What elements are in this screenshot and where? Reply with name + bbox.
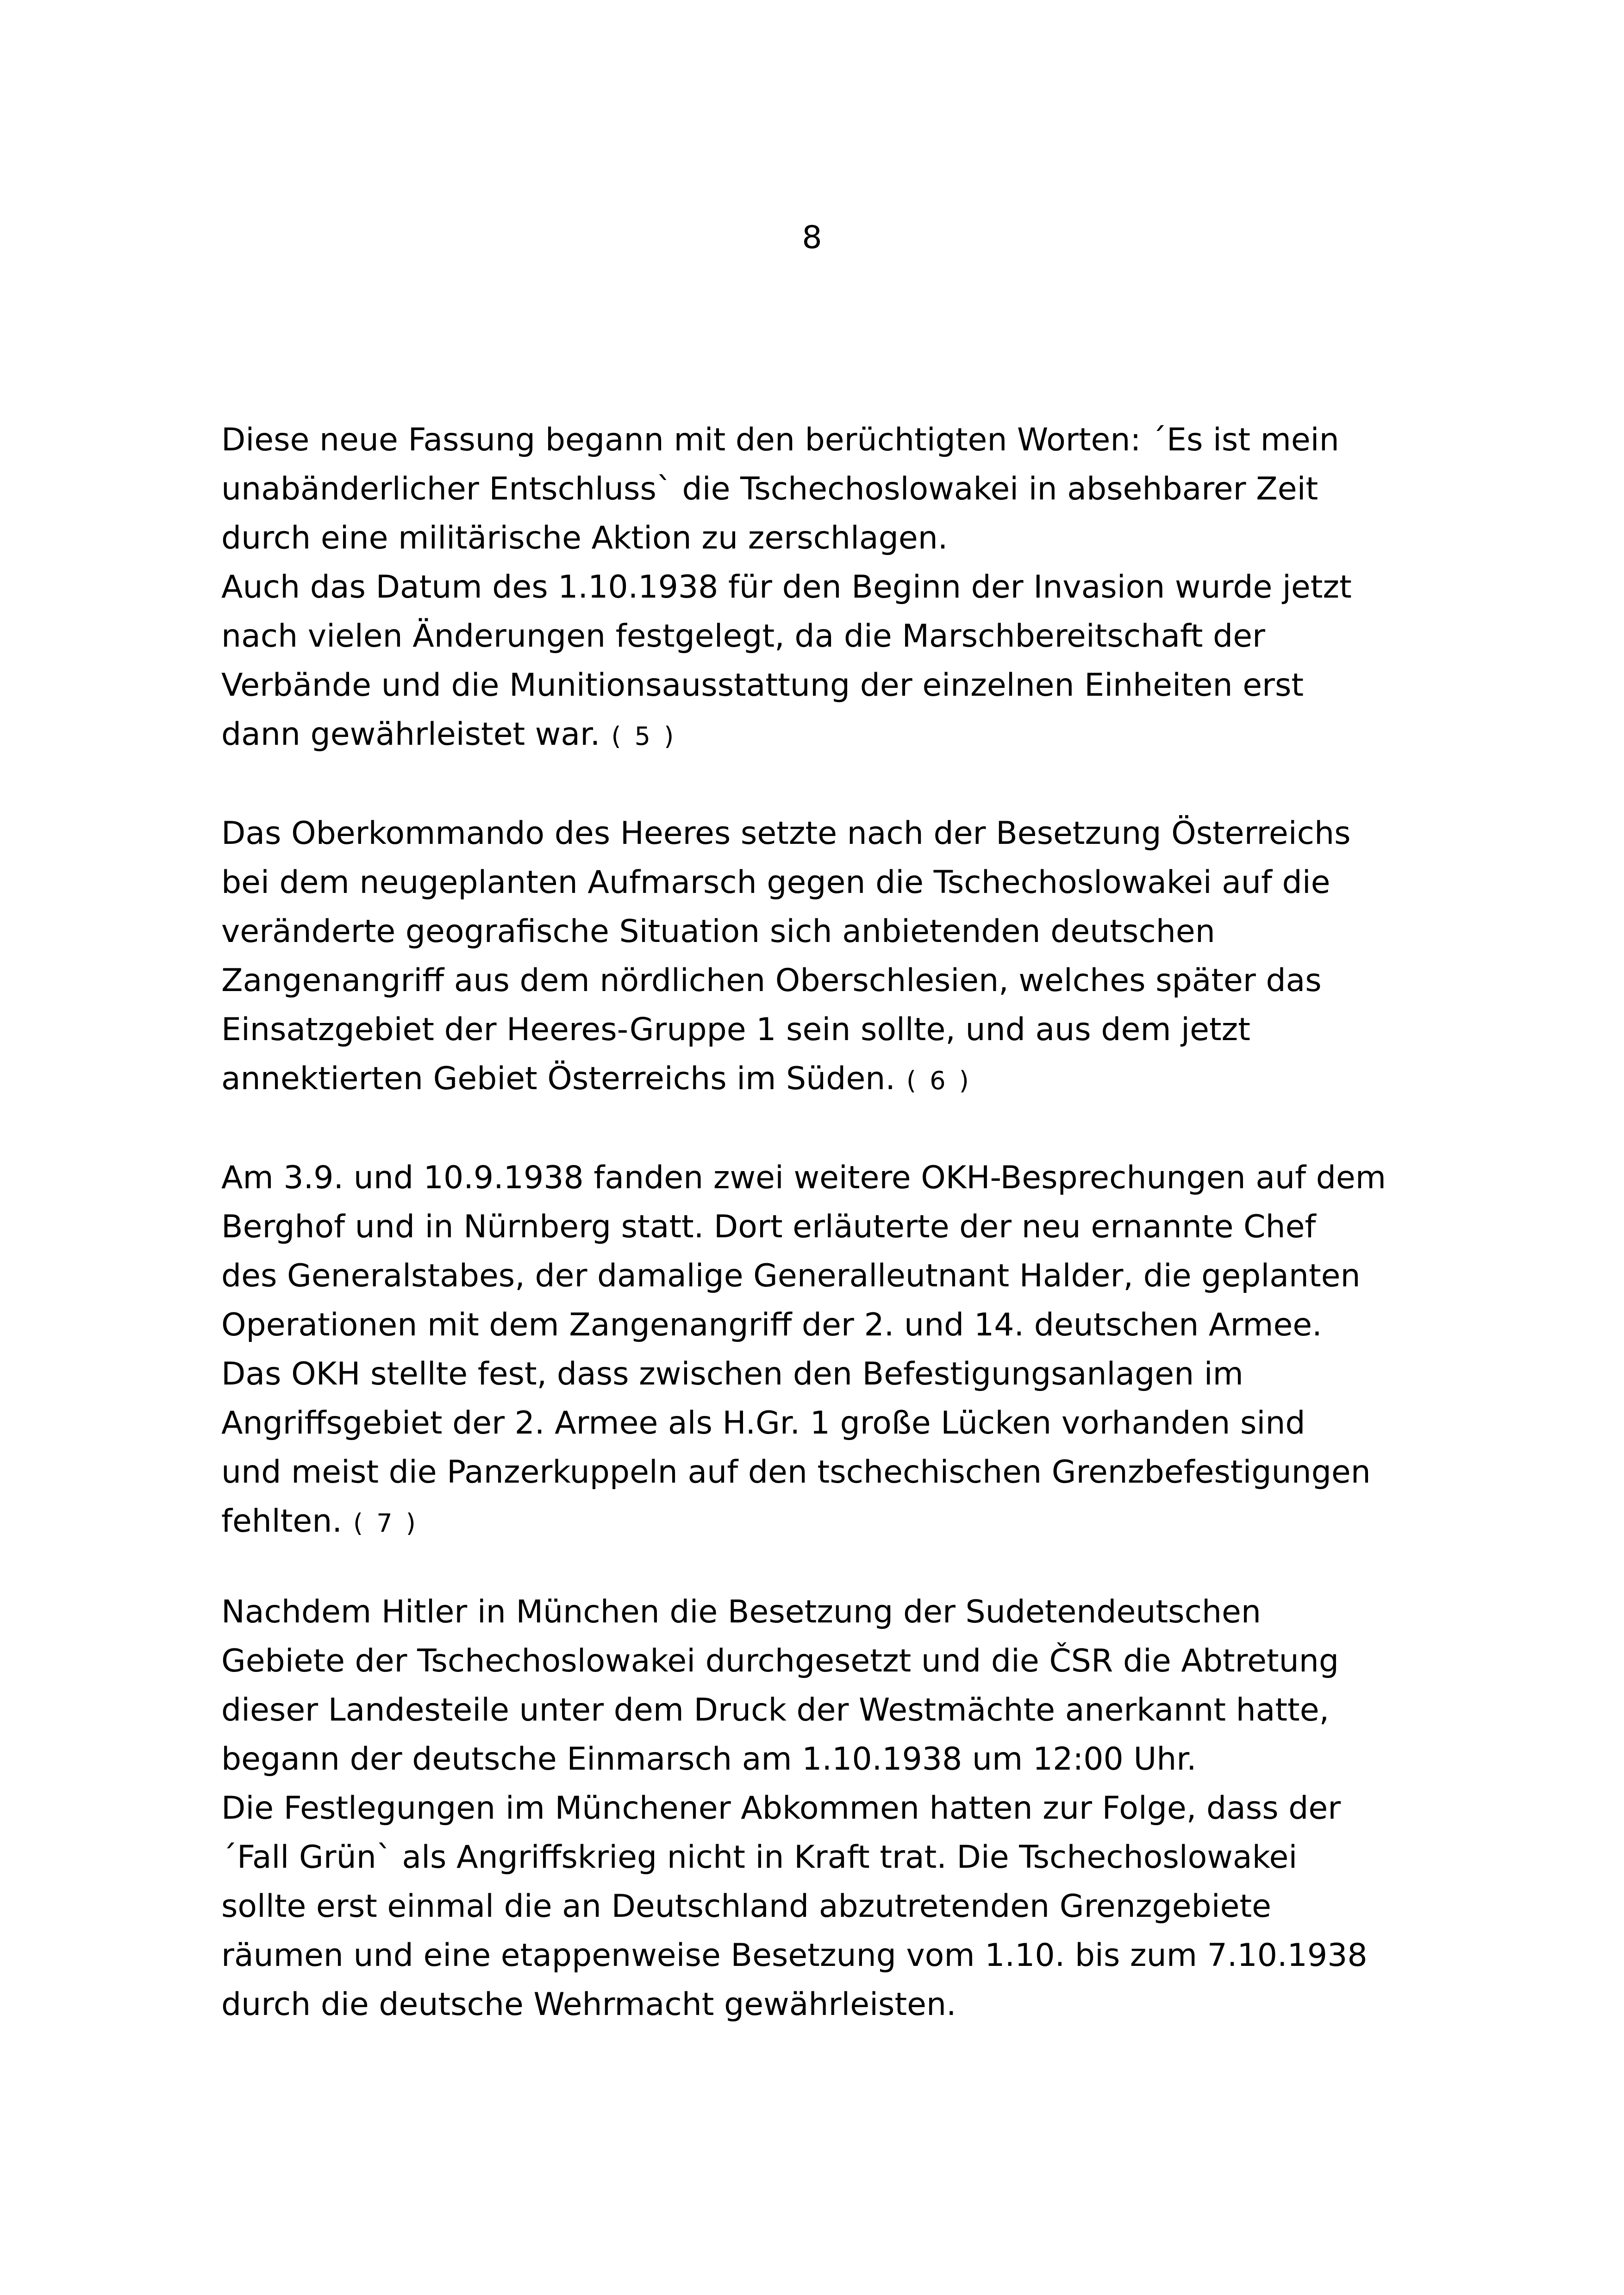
text-line: dann gewährleistet war. [221,716,600,753]
text-line: Das Oberkommando des Heeres setzte nach der Besetzung Österreichs [221,815,1351,852]
text-line: des Generalstabes, der damalige Generalleutnant Halder, die geplanten [221,1258,1361,1294]
text-line-with-ref [221,710,1443,759]
text-line-with-ref [221,1054,1443,1104]
text-line: Diese neue Fassung begann mit den berüchtigten Worten: ´Es ist mein [221,422,1339,458]
text-line: Auch das Datum des 1.10.1938 für den Beginn der Invasion wurde jetzt [221,569,1352,605]
page-number: 8 [802,219,822,256]
text-line: Berghof und in Nürnberg statt. Dort erläuterte der neu ernannte Chef [221,1209,1316,1245]
text-line: Operationen mit dem Zangenangriff der 2. und 14. deutschen Armee. [221,1307,1322,1343]
text-line: Zangenangriff aus dem nördlichen Oberschlesien, welches später das [221,962,1322,999]
text-line: Einsatzgebiet der Heeres-Gruppe 1 sein sollte, und aus dem jetzt [221,1011,1250,1048]
footnote-ref: ( 7 ) [353,1509,418,1538]
paragraph-3 [221,1154,1443,1546]
text-line: Angriffsgebiet der 2. Armee als H.Gr. 1 große Lücken vorhanden sind [221,1405,1305,1441]
text-line: räumen und eine etappenweise Besetzung vom 1.10. bis zum 7.10.1938 [221,1937,1368,1974]
text-line: fehlten. [221,1503,342,1540]
text-line: Die Festlegungen im Münchener Abkommen hatten zur Folge, dass der [221,1790,1341,1827]
footnote-ref: ( 6 ) [906,1066,972,1095]
text-line: durch die deutsche Wehrmacht gewährleisten. [221,1986,956,2023]
text-line: ´Fall Grün` als Angriffskrieg nicht in Kraft trat. Die Tschechoslowakei [221,1839,1298,1876]
text-line: durch eine militärische Aktion zu zerschlagen. [221,520,948,556]
text-line: Verbände und die Munitionsausstattung der einzelnen Einheiten erst [221,667,1304,704]
paragraph-2 [221,809,1443,1104]
text-line-with-ref [221,1497,1443,1546]
text-line: begann der deutsche Einmarsch am 1.10.1938 um 12:00 Uhr. [221,1741,1197,1777]
text-line: unabänderlicher Entschluss` die Tschechoslowakei in absehbarer Zeit [221,471,1318,507]
text-line: Gebiete der Tschechoslowakei durchgesetzt und die ČSR die Abtretung [221,1643,1339,1679]
text-line: annektierten Gebiet Österreichs im Süden. [221,1060,895,1097]
text-line: veränderte geografische Situation sich anbietenden deutschen [221,913,1215,950]
text-line: bei dem neugeplanten Aufmarsch gegen die Tschechoslowakei auf die [221,864,1330,901]
paragraph-4 [221,1588,1443,2029]
footnote-ref: ( 5 ) [611,722,677,751]
text-line: dieser Landesteile unter dem Druck der Westmächte anerkannt hatte, [221,1692,1330,1728]
text-line: Am 3.9. und 10.9.1938 fanden zwei weitere OKH-Besprechungen auf dem [221,1160,1386,1196]
text-line: Nachdem Hitler in München die Besetzung der Sudetendeutschen [221,1594,1261,1630]
paragraph-1 [221,416,1443,759]
text-line: und meist die Panzerkuppeln auf den tschechischen Grenzbefestigungen [221,1454,1371,1491]
text-line: sollte erst einmal die an Deutschland abzutretenden Grenzgebiete [221,1888,1271,1925]
text-line: Das OKH stellte fest, dass zwischen den Befestigungsanlagen im [221,1356,1243,1392]
text-line: nach vielen Änderungen festgelegt, da die Marschbereitschaft der [221,618,1265,655]
